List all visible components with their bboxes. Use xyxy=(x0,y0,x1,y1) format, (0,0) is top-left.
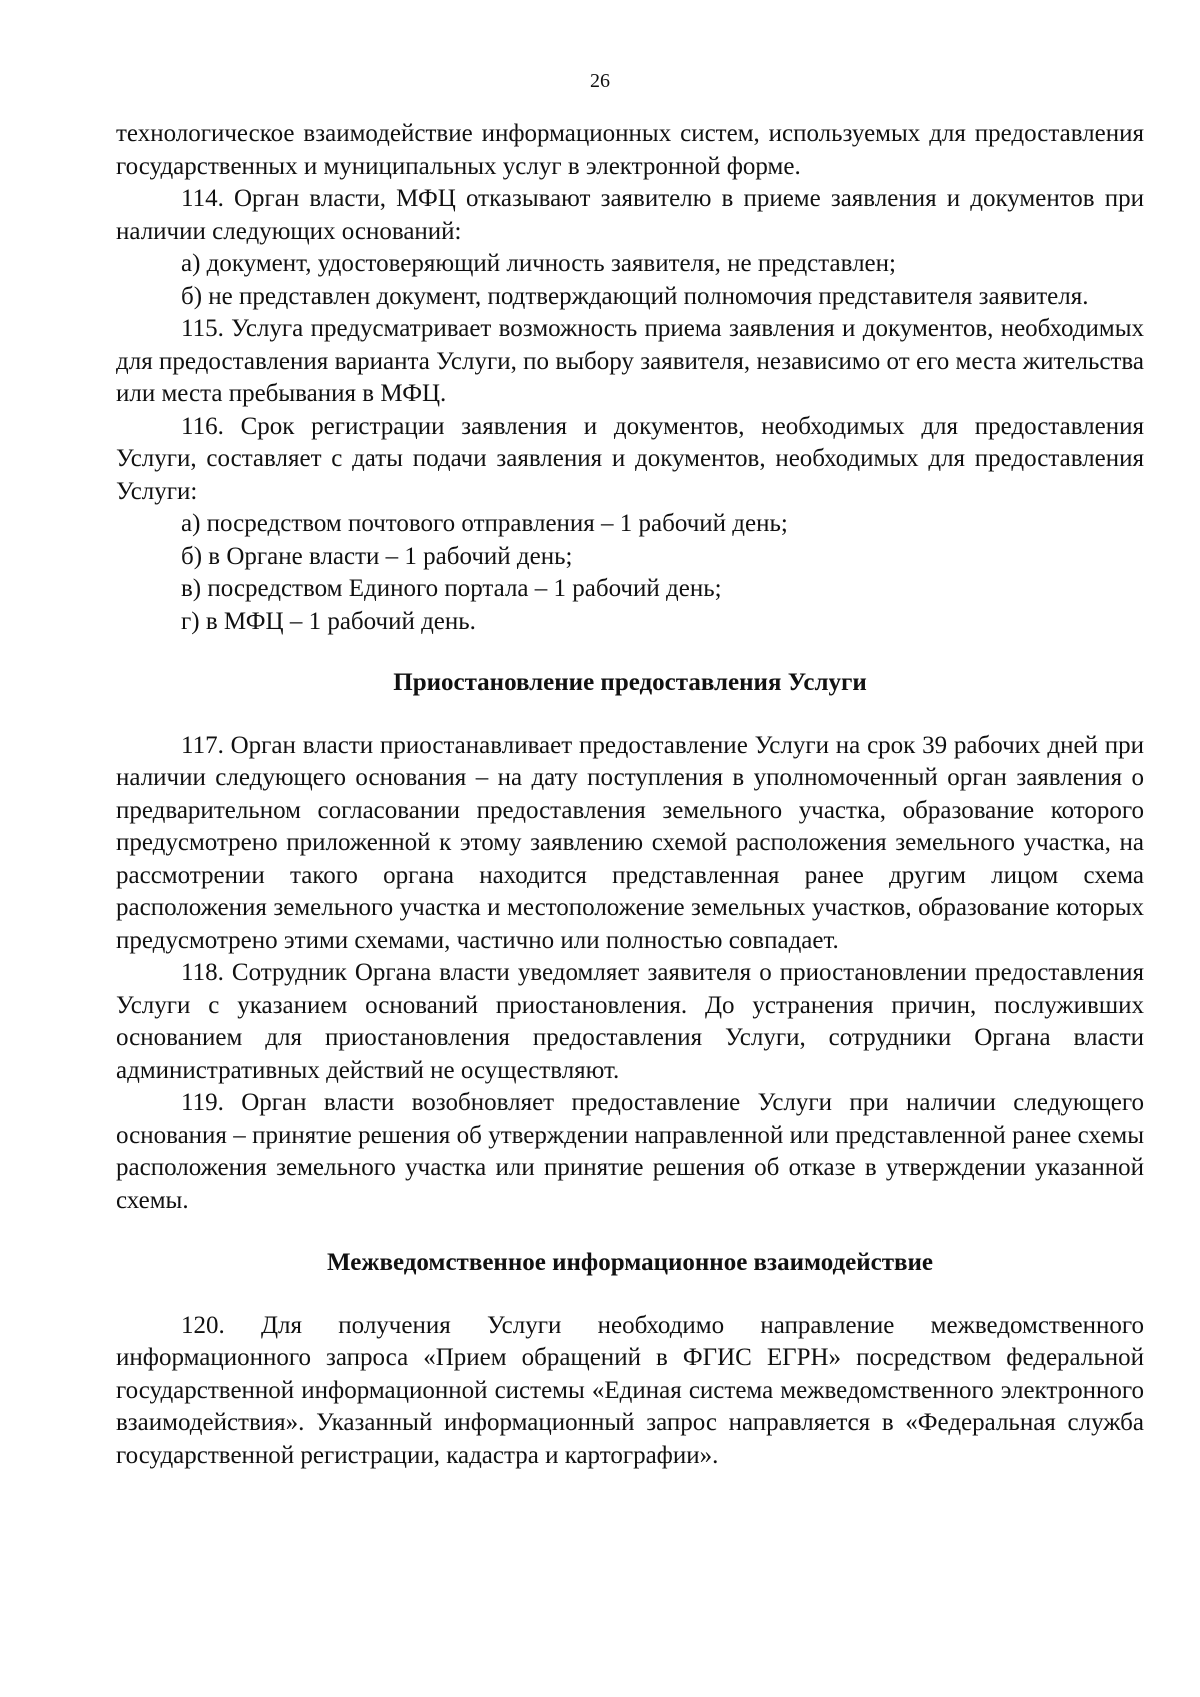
paragraph-116: 116. Срок регистрации заявления и документов, необходимых для предоставления Услуги, составляет с даты подачи заявления и документов, необходимых для предоставления Услуги: xyxy=(116,412,1144,505)
list-item-116d: г) в МФЦ – 1 рабочий день. xyxy=(181,607,476,635)
paragraph-115: 115. Услуга предусматривает возможность приема заявления и документов, необходимых для предоставления варианта Услуги, по выбору заявителя, независимо от его места жительства или места пребывания в МФЦ. xyxy=(116,315,1144,407)
paragraph-continuation: технологическое взаимодействие информационных систем, используемых для предоставления государственных и муниципальных услуг в электронной форме. xyxy=(116,120,1144,180)
list-item-114b: б) не представлен документ, подтверждающий полномочия представителя заявителя. xyxy=(181,282,1089,310)
page-number: 26 xyxy=(590,70,610,92)
section-heading-interagency: Межведомственное информационное взаимодействие xyxy=(327,1249,933,1276)
section-heading-suspension: Приостановление предоставления Услуги xyxy=(393,669,867,696)
paragraph-119: 119. Орган власти возобновляет предоставление Услуги при наличии следующего основания – принятие решения об утверждении направленной или представленной ранее схемы расположения земельного участка или принятие решения об отказе в утверждении указанной схемы. xyxy=(116,1089,1144,1214)
document-body xyxy=(116,118,1144,1472)
paragraph-118: 118. Сотрудник Органа власти уведомляет заявителя о приостановлении предоставления Услуги с указанием оснований приостановления. До устранения причин, послуживших основанием для приостановления предоставления Услуги, сотрудники Органа власти административных действий не осуществляют. xyxy=(116,959,1144,1084)
paragraph-114: 114. Орган власти, МФЦ отказывают заявителю в приеме заявления и документов при наличии следующих оснований: xyxy=(116,185,1144,245)
list-item-114a: а) документ, удостоверяющий личность заявителя, не представлен; xyxy=(181,250,896,277)
list-item-116a: а) посредством почтового отправления – 1 рабочий день; xyxy=(181,510,788,537)
list-item-116c: в) посредством Единого портала – 1 рабочий день; xyxy=(181,575,722,602)
paragraph-117: 117. Орган власти приостанавливает предоставление Услуги на срок 39 рабочих дней при наличии следующего основания – на дату поступления в уполномоченный орган заявления о предварительном согласовании предоставления земельного участка, образование которого предусмотрено приложенной к этому заявлению схемой расположения земельного участка, на рассмотрении такого органа находится представленная ранее другим лицом схема расположения земельного участка и местоположение земельных участков, образование которых предусмотрено этими схемами, частично или полностью совпадает. xyxy=(116,731,1144,954)
paragraph-120: 120. Для получения Услуги необходимо направление межведомственного информационного запроса «Прием обращений в ФГИС ЕГРН» посредством федеральной государственной информационной системы «Единая система межведомственного электронного взаимодействия». Указанный информационный запрос направляется в «Федеральная служба государственной регистрации, кадастра и картографии». xyxy=(116,1311,1144,1469)
list-item-116b: б) в Органе власти – 1 рабочий день; xyxy=(181,542,573,570)
